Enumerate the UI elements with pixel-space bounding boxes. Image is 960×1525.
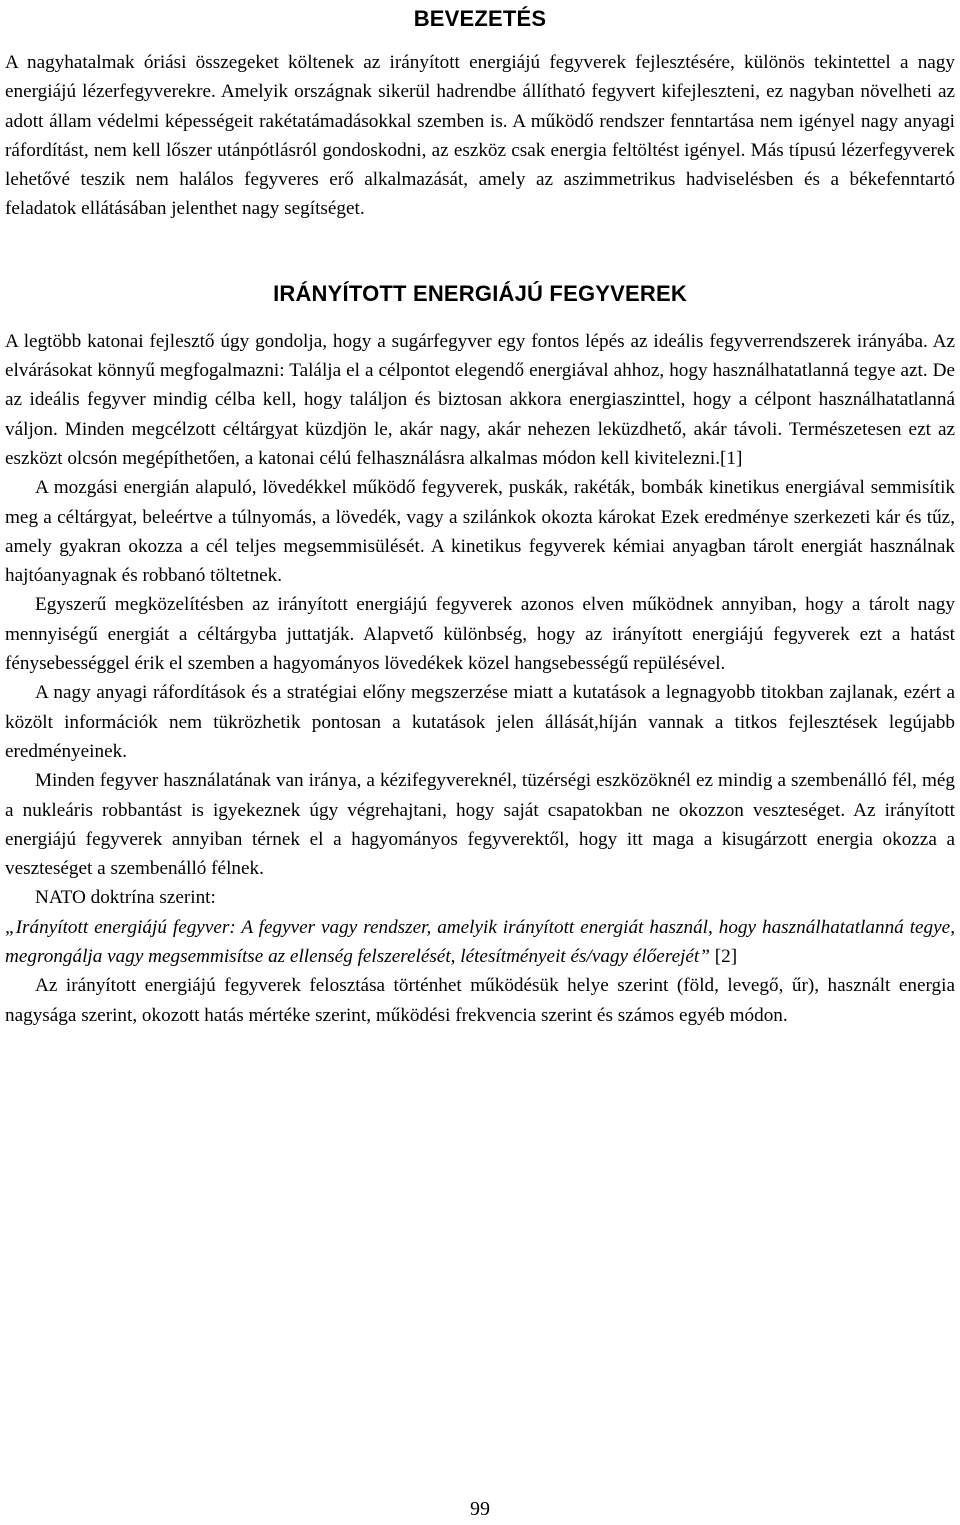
nato-definition-quote: [5, 913, 955, 972]
document-page: [5, 0, 955, 1030]
body-paragraph: NATO doktrína szerint:: [35, 887, 216, 909]
section-heading-bevezetes: BEVEZETÉS: [413, 6, 547, 31]
body-paragraph: A mozgási energián alapuló, lövedékkel működő fegyverek, puskák, rakéták, bombák kinetikus energiával semmisítik meg a céltárgyat, beleértve a túlnyomás, a lövedék, vagy a szilánkok okozta károkat Ezek eredménye szerkezeti kár és tűz, amely gyakran okozza a cél teljes megsemmisülését. A kinetikus fegyverek kémiai anyagban tárolt energiát használnak hajtóanyagnak és robbanó töltetnek.: [5, 477, 955, 587]
quote-reference: [2]: [709, 946, 738, 968]
body-paragraph: Egyszerű megközelítésben az irányított energiájú fegyverek azonos elven működnek annyiban, hogy a tárolt nagy mennyiségű energiát a céltárgyba juttatják. Alapvető különbség, hogy az irányított energiájú fegyverek ezt a hatást fénysebességgel érik el szemben a hagyományos lövedékek közel hangsebességű repülésével.: [5, 594, 955, 675]
section-heading-iranyitott-energiaju-fegyverek: IRÁNYÍTOTT ENERGIÁJÚ FEGYVEREK: [273, 280, 687, 306]
body-paragraph: A nagy anyagi ráfordítások és a stratégiai előny megszerzése miatt a kutatások a legnagyobb titokban zajlanak, ezért a közölt információk nem tükrözhetik pontosan a kutatások jelen állását,híján vannak a titkos fejlesztések legújabb eredményeinek.: [5, 682, 955, 762]
page-number: 99: [470, 1498, 490, 1520]
body-paragraph: A legtöbb katonai fejlesztő úgy gondolja, hogy a sugárfegyver egy fontos lépés az ideális fegyverrendszerek irányába. Az elvárásokat könnyű megfogalmazni: Találja el a célpontot elegendő energiával ahhoz, hogy használhatatlanná tegye azt. De az ideális fegyver mindig célba kell, hogy találjon és biztosan akkora energiaszinttel, hogy a célpont használhatatlanná váljon. Minden megcélzott céltárgyat küzdjön le, akár nagy, akár nehezen leküzdhető, akár távoli. Természetesen ezt az eszközt olcsón megépíthetően, a katonai célú felhasználásra alkalmas módon kell kivitelezni.[1]: [5, 330, 955, 469]
quote-text: „Irányított energiájú fegyver: A fegyver vagy rendszer, amelyik irányított energiát használ, hogy használhatatlanná tegye, megrongálja vagy megsemmisítse az ellenség felszerelését, létesítményeit és/vagy élőerejét”: [5, 916, 955, 968]
body-paragraph: Az irányított energiájú fegyverek felosztása történhet működésük helye szerint (föld, levegő, űr), használt energia nagysága szerint, okozott hatás mértéke szerint, működési frekvencia szerint és számos egyéb módon.: [5, 975, 955, 1026]
intro-paragraph: A nagyhatalmak óriási összegeket költenek az irányított energiájú fegyverek fejlesztésére, különös tekintettel a nagy energiájú lézerfegyverekre. Amelyik országnak sikerül hadrendbe állítható fegyvert kifejleszteni, ez nagyban növelheti az adott állam védelmi képességeit rakétatámadásokkal szemben is. A működő rendszer fenntartása nem igényel nagy anyagi ráfordítást, nem kell lőszer utánpótlásról gondoskodni, az eszköz csak energia feltöltést igényel. Más típusú lézerfegyverek lehetővé teszik nem halálos fegyveres erő alkalmazását, amely az aszimmetrikus hadviselésben és a békefenntartó feladatok ellátásában jelenthet nagy segítséget.: [5, 52, 955, 220]
body-paragraph: Minden fegyver használatának van iránya, a kézifegyvereknél, tüzérségi eszközöknél ez mindig a szembenálló fél, még a nukleáris robbantást is igyekeznek úgy végrehajtani, hogy saját csapatokban ne okozzon veszteséget. Az irányított energiájú fegyverek annyiban térnek el a hagyományos fegyverektől, hogy itt maga a kisugárzott energia okozza a veszteséget a szembenálló félnek.: [5, 770, 955, 880]
